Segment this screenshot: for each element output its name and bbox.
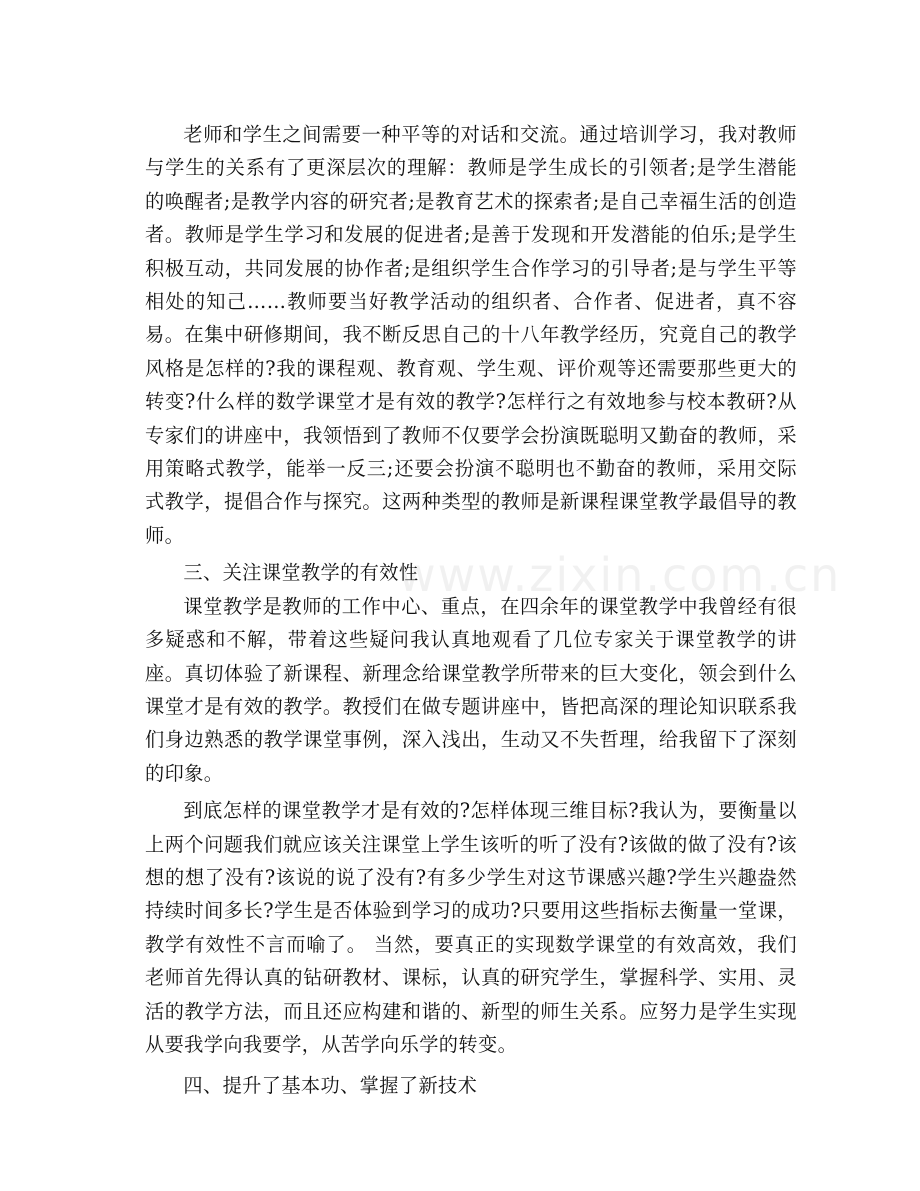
section-heading-4: 四、提升了基本功、掌握了新技术 [183, 1074, 478, 1098]
paragraph-teacher-student-relationship: 老师和学生之间需要一种平等的对话和交流。通过培训学习，我对教师与学生的关系有了更深层次的理解：教师是学生成长的引领者;是学生潜能的唤醒者;是教学内容的研究者;是教育艺术的探索者;是自己幸福生活的创造者。教师是学生学习和发展的促进者;是善于发现和开发潜能的伯乐;是学生积极互动，共同发展的协作者;是组织学生合作学习的引导者;是与学生平等相处的知己……教师要当好教学活动的组织者、合作者、促进者，真不容易。在集中研修期间，我不断反思自己的十八年教学经历，究竟自己的教学风格是怎样的?我的课程观、教育观、学生观、评价观等还需要那些更大的转变?什么样的数学课堂才是有效的教学?怎样行之有效地参与校本教研?从专家们的讲座中，我领悟到了教师不仅要学会扮演既聪明又勤奋的教师，采用策略式教学，能举一反三;还要会扮演不聪明也不勤奋的教师，采用交际式教学，提倡合作与探究。这两种类型的教师是新课程课堂教学最倡导的教师。 [145, 123, 797, 547]
paragraph-effective-teaching: 到底怎样的课堂教学才是有效的?怎样体现三维目标?我认为，要衡量以上两个问题我们就应该关注课堂上学生该听的听了没有?该做的做了没有?该想的想了没有?该说的说了没有?有多少学生对这节课感兴趣?学生兴趣盎然持续时间多长?学生是否体验到学习的成功?只要用这些指标去衡量一堂课，教学有效性不言而喻了。 当然，要真正的实现数学课堂的有效高效，我们老师首先得认真的钻研教材、课标，认真的研究学生，掌握科学、实用、灵活的教学方法，而且还应构建和谐的、新型的师生关系。应努力是学生实现从要我学向我要学，从苦学向乐学的转变。 [145, 799, 797, 1056]
watermark-text: www.zixin.com.cn [398, 548, 842, 602]
section-heading-3: 三、关注课堂教学的有效性 [183, 561, 419, 585]
document-page [145, 118, 797, 1103]
paragraph-classroom-center: 课堂教学是教师的工作中心、重点，在四余年的课堂教学中我曾经有很多疑惑和不解，带着这些疑问我认真地观看了几位专家关于课堂教学的讲座。真切体验了新课程、新理念给课堂教学所带来的巨大变化，领会到什么课堂才是有效的教学。教授们在做专题讲座中，皆把高深的理论知识联系我们身边熟悉的教学课堂事例，深入浅出，生动又不失哲理，给我留下了深刻的印象。 [145, 594, 797, 785]
